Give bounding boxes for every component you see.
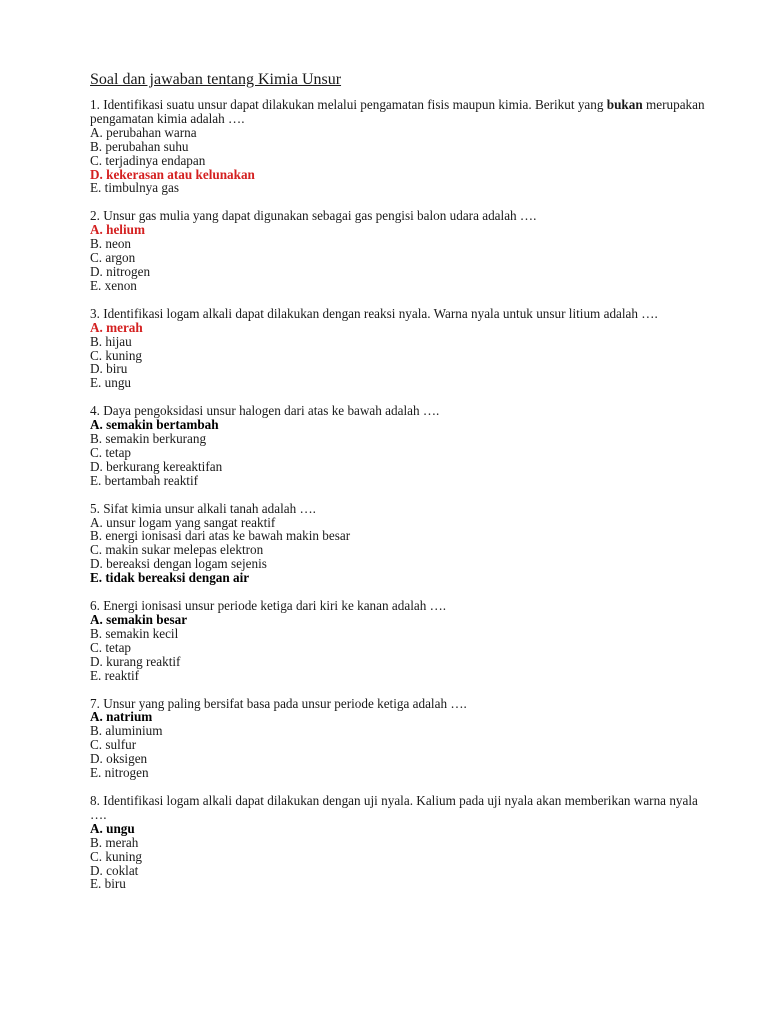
option-b: B. semakin berkurang xyxy=(90,431,207,447)
option-c: C. kuning xyxy=(90,848,143,864)
question-text-before: 1. Identifikasi suatu unsur dapat dilakukan melalui pengamatan fisis maupun kimia. Berikut yang xyxy=(90,97,607,112)
option-c: C. makin sukar melepas elektron xyxy=(90,542,264,558)
option-a-answer: A. natrium xyxy=(90,709,153,725)
option-d: D. bereaksi dengan logam sejenis xyxy=(90,556,267,572)
option-d: D. berkurang kereaktifan xyxy=(90,458,223,474)
question-7-text: 7. Unsur yang paling bersifat basa pada unsur periode ketiga adalah …. xyxy=(90,695,467,711)
option-d: D. oksigen xyxy=(90,751,148,767)
option-c: C. tetap xyxy=(90,444,132,460)
question-1 xyxy=(90,98,708,195)
question-4 xyxy=(90,404,708,487)
question-5-text: 5. Sifat kimia unsur alkali tanah adalah …. xyxy=(90,500,316,516)
option-e: E. xenon xyxy=(90,277,137,293)
question-3-text: 3. Identifikasi logam alkali dapat dilakukan dengan reaksi nyala. Warna nyala untuk unsur litium adalah …. xyxy=(90,305,658,321)
option-a: A. perubahan warna xyxy=(90,124,197,140)
option-b: B. hijau xyxy=(90,333,132,349)
question-keyword: bukan xyxy=(606,97,643,112)
option-b: B. aluminium xyxy=(90,723,163,739)
question-5 xyxy=(90,502,708,585)
option-e: E. ungu xyxy=(90,375,132,391)
question-2-text: 2. Unsur gas mulia yang dapat digunakan sebagai gas pengisi balon udara adalah …. xyxy=(90,208,537,224)
option-c: C. sulfur xyxy=(90,737,137,753)
option-c: C. argon xyxy=(90,250,136,266)
option-b: B. perubahan suhu xyxy=(90,138,189,154)
option-e-answer: E. tidak bereaksi dengan air xyxy=(90,570,250,586)
question-text-after: merupakan pengamatan kimia adalah …. xyxy=(90,97,705,126)
option-e: E. nitrogen xyxy=(90,765,149,781)
option-c: C. terjadinya endapan xyxy=(90,152,206,168)
option-c: C. kuning xyxy=(90,347,143,363)
question-1-text xyxy=(90,98,708,126)
option-a-answer: A. helium xyxy=(90,222,145,238)
option-d: D. coklat xyxy=(90,862,139,878)
question-4-text: 4. Daya pengoksidasi unsur halogen dari atas ke bawah adalah …. xyxy=(90,403,440,419)
option-a-answer: A. semakin bertambah xyxy=(90,417,219,433)
question-8 xyxy=(90,794,708,891)
option-e: E. reaktif xyxy=(90,667,140,683)
option-a-answer: A. ungu xyxy=(90,820,135,836)
option-d: D. kurang reaktif xyxy=(90,653,181,669)
question-6-text: 6. Energi ionisasi unsur periode ketiga dari kiri ke kanan adalah …. xyxy=(90,598,447,614)
option-d: D. nitrogen xyxy=(90,263,151,279)
question-3 xyxy=(90,307,708,390)
option-a-answer: A. semakin besar xyxy=(90,612,188,627)
question-2 xyxy=(90,209,708,292)
question-8-text: 8. Identifikasi logam alkali dapat dilakukan dengan uji nyala. Kalium pada uji nyala akan memberikan warna nyala …. xyxy=(90,792,698,822)
question-6 xyxy=(90,599,708,682)
option-c: C. tetap xyxy=(90,639,132,655)
question-7 xyxy=(90,697,708,780)
option-e: E. biru xyxy=(90,876,126,892)
option-b: B. merah xyxy=(90,834,139,850)
option-d-answer: D. kekerasan atau kelunakan xyxy=(90,166,255,182)
option-b: B. energi ionisasi dari atas ke bawah makin besar xyxy=(90,528,351,544)
option-e: E. bertambah reaktif xyxy=(90,472,199,488)
option-b: B. semakin kecil xyxy=(90,625,179,641)
option-b: B. neon xyxy=(90,236,132,252)
option-a-answer: A. merah xyxy=(90,319,143,335)
option-d: D. biru xyxy=(90,361,128,377)
page-title: Soal dan jawaban tentang Kimia Unsur xyxy=(90,71,342,88)
option-a: A. unsur logam yang sangat reaktif xyxy=(90,514,276,530)
option-e: E. timbulnya gas xyxy=(90,180,180,196)
